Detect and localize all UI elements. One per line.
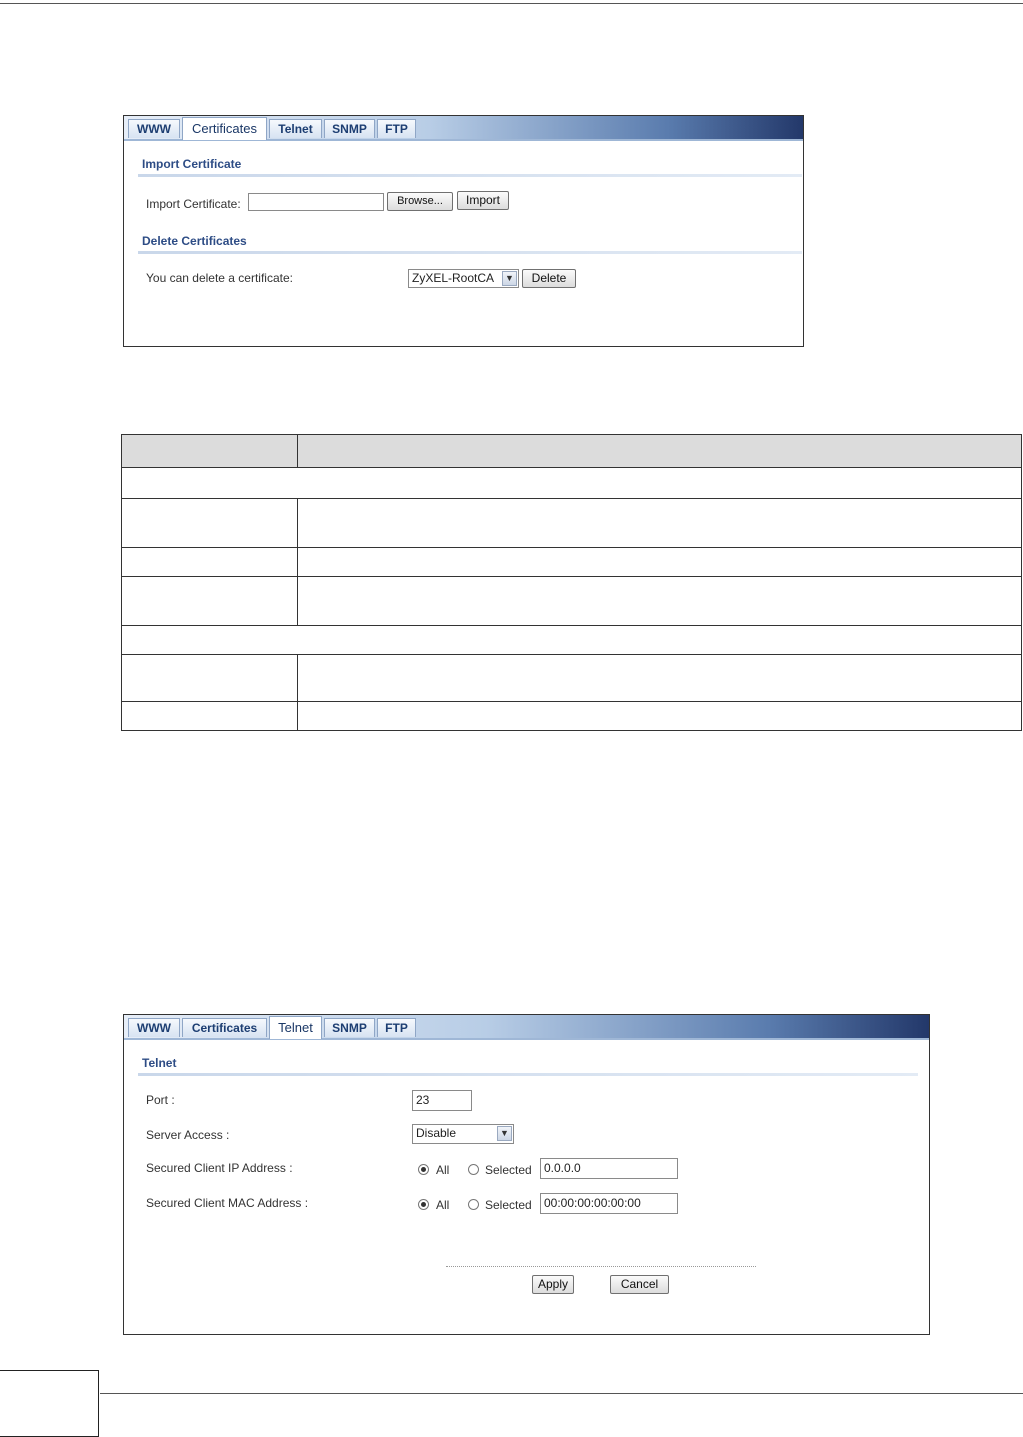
tab-certificates[interactable]: Certificates	[182, 117, 267, 140]
browse-button[interactable]: Browse...	[387, 192, 453, 211]
import-button[interactable]: Import	[457, 191, 509, 210]
table-row	[122, 577, 1022, 626]
radio-checked-icon[interactable]	[418, 1164, 429, 1175]
table-row	[122, 626, 1022, 655]
delete-label: You can delete a certificate:	[146, 271, 293, 285]
section-divider	[138, 174, 802, 177]
tab-www[interactable]: WWW	[128, 1018, 180, 1037]
table-cell	[298, 548, 1022, 577]
table-cell	[122, 577, 298, 626]
tab-snmp[interactable]: SNMP	[324, 119, 375, 138]
delete-button[interactable]: Delete	[522, 269, 576, 288]
chevron-down-icon[interactable]: ▼	[502, 271, 517, 286]
ip-address-label: Secured Client IP Address :	[146, 1161, 293, 1175]
import-section-title: Import Certificate	[142, 157, 242, 171]
ip-address-input[interactable]: 0.0.0.0	[540, 1158, 678, 1179]
chevron-down-icon[interactable]: ▼	[497, 1126, 512, 1141]
section-divider	[138, 251, 802, 254]
tab-telnet[interactable]: Telnet	[269, 1016, 322, 1039]
table-row	[122, 702, 1022, 731]
ip-selected-label: Selected	[485, 1163, 532, 1177]
table-row	[122, 655, 1022, 702]
tab-snmp[interactable]: SNMP	[324, 1018, 375, 1037]
telnet-section-title: Telnet	[142, 1056, 177, 1070]
table-cell	[298, 577, 1022, 626]
certificate-select[interactable]	[408, 269, 519, 288]
table-cell	[298, 702, 1022, 731]
tab-telnet[interactable]: Telnet	[269, 119, 322, 138]
tab-bar	[124, 116, 803, 141]
mac-address-label: Secured Client MAC Address :	[146, 1196, 309, 1210]
radio-unchecked-icon[interactable]	[468, 1164, 479, 1175]
tab-certificates[interactable]: Certificates	[182, 1018, 267, 1037]
mac-all-label: All	[436, 1198, 450, 1212]
table-cell	[122, 435, 298, 468]
section-divider	[138, 1073, 918, 1076]
server-access-value: Disable	[416, 1126, 457, 1140]
table-row	[122, 499, 1022, 548]
port-label: Port :	[146, 1093, 175, 1107]
tab-bar	[124, 1015, 929, 1040]
table-cell	[122, 626, 1022, 655]
description-table	[121, 434, 1022, 731]
tab-ftp[interactable]: FTP	[377, 119, 416, 138]
page-number-box	[0, 1370, 99, 1437]
table-row	[122, 468, 1022, 499]
header-rule	[0, 3, 1023, 4]
table-cell	[122, 548, 298, 577]
table-cell	[122, 499, 298, 548]
table-cell	[122, 702, 298, 731]
delete-section-title: Delete Certificates	[142, 234, 247, 248]
tab-ftp[interactable]: FTP	[377, 1018, 416, 1037]
certificate-select-value: ZyXEL-RootCA	[412, 271, 495, 285]
telnet-panel	[123, 1014, 930, 1335]
mac-selected-label: Selected	[485, 1198, 532, 1212]
table-cell	[298, 435, 1022, 468]
server-access-label: Server Access :	[146, 1128, 230, 1142]
server-access-select[interactable]	[412, 1124, 514, 1144]
radio-unchecked-icon[interactable]	[468, 1199, 479, 1210]
certificates-panel	[123, 115, 804, 347]
tab-www[interactable]: WWW	[128, 119, 180, 138]
button-separator	[446, 1266, 756, 1267]
mac-address-input[interactable]: 00:00:00:00:00:00	[540, 1193, 678, 1214]
footer-rule	[100, 1393, 1023, 1394]
port-input[interactable]: 23	[412, 1090, 472, 1111]
certificate-file-input[interactable]	[248, 193, 384, 211]
table-cell	[298, 499, 1022, 548]
apply-button[interactable]: Apply	[532, 1275, 574, 1294]
radio-checked-icon[interactable]	[418, 1199, 429, 1210]
table-cell	[298, 655, 1022, 702]
table-header-row	[122, 435, 1022, 468]
table-row	[122, 548, 1022, 577]
cancel-button[interactable]: Cancel	[610, 1275, 669, 1294]
table-cell	[122, 468, 1022, 499]
import-label: Import Certificate:	[146, 197, 241, 211]
ip-all-label: All	[436, 1163, 450, 1177]
table-cell	[122, 655, 298, 702]
